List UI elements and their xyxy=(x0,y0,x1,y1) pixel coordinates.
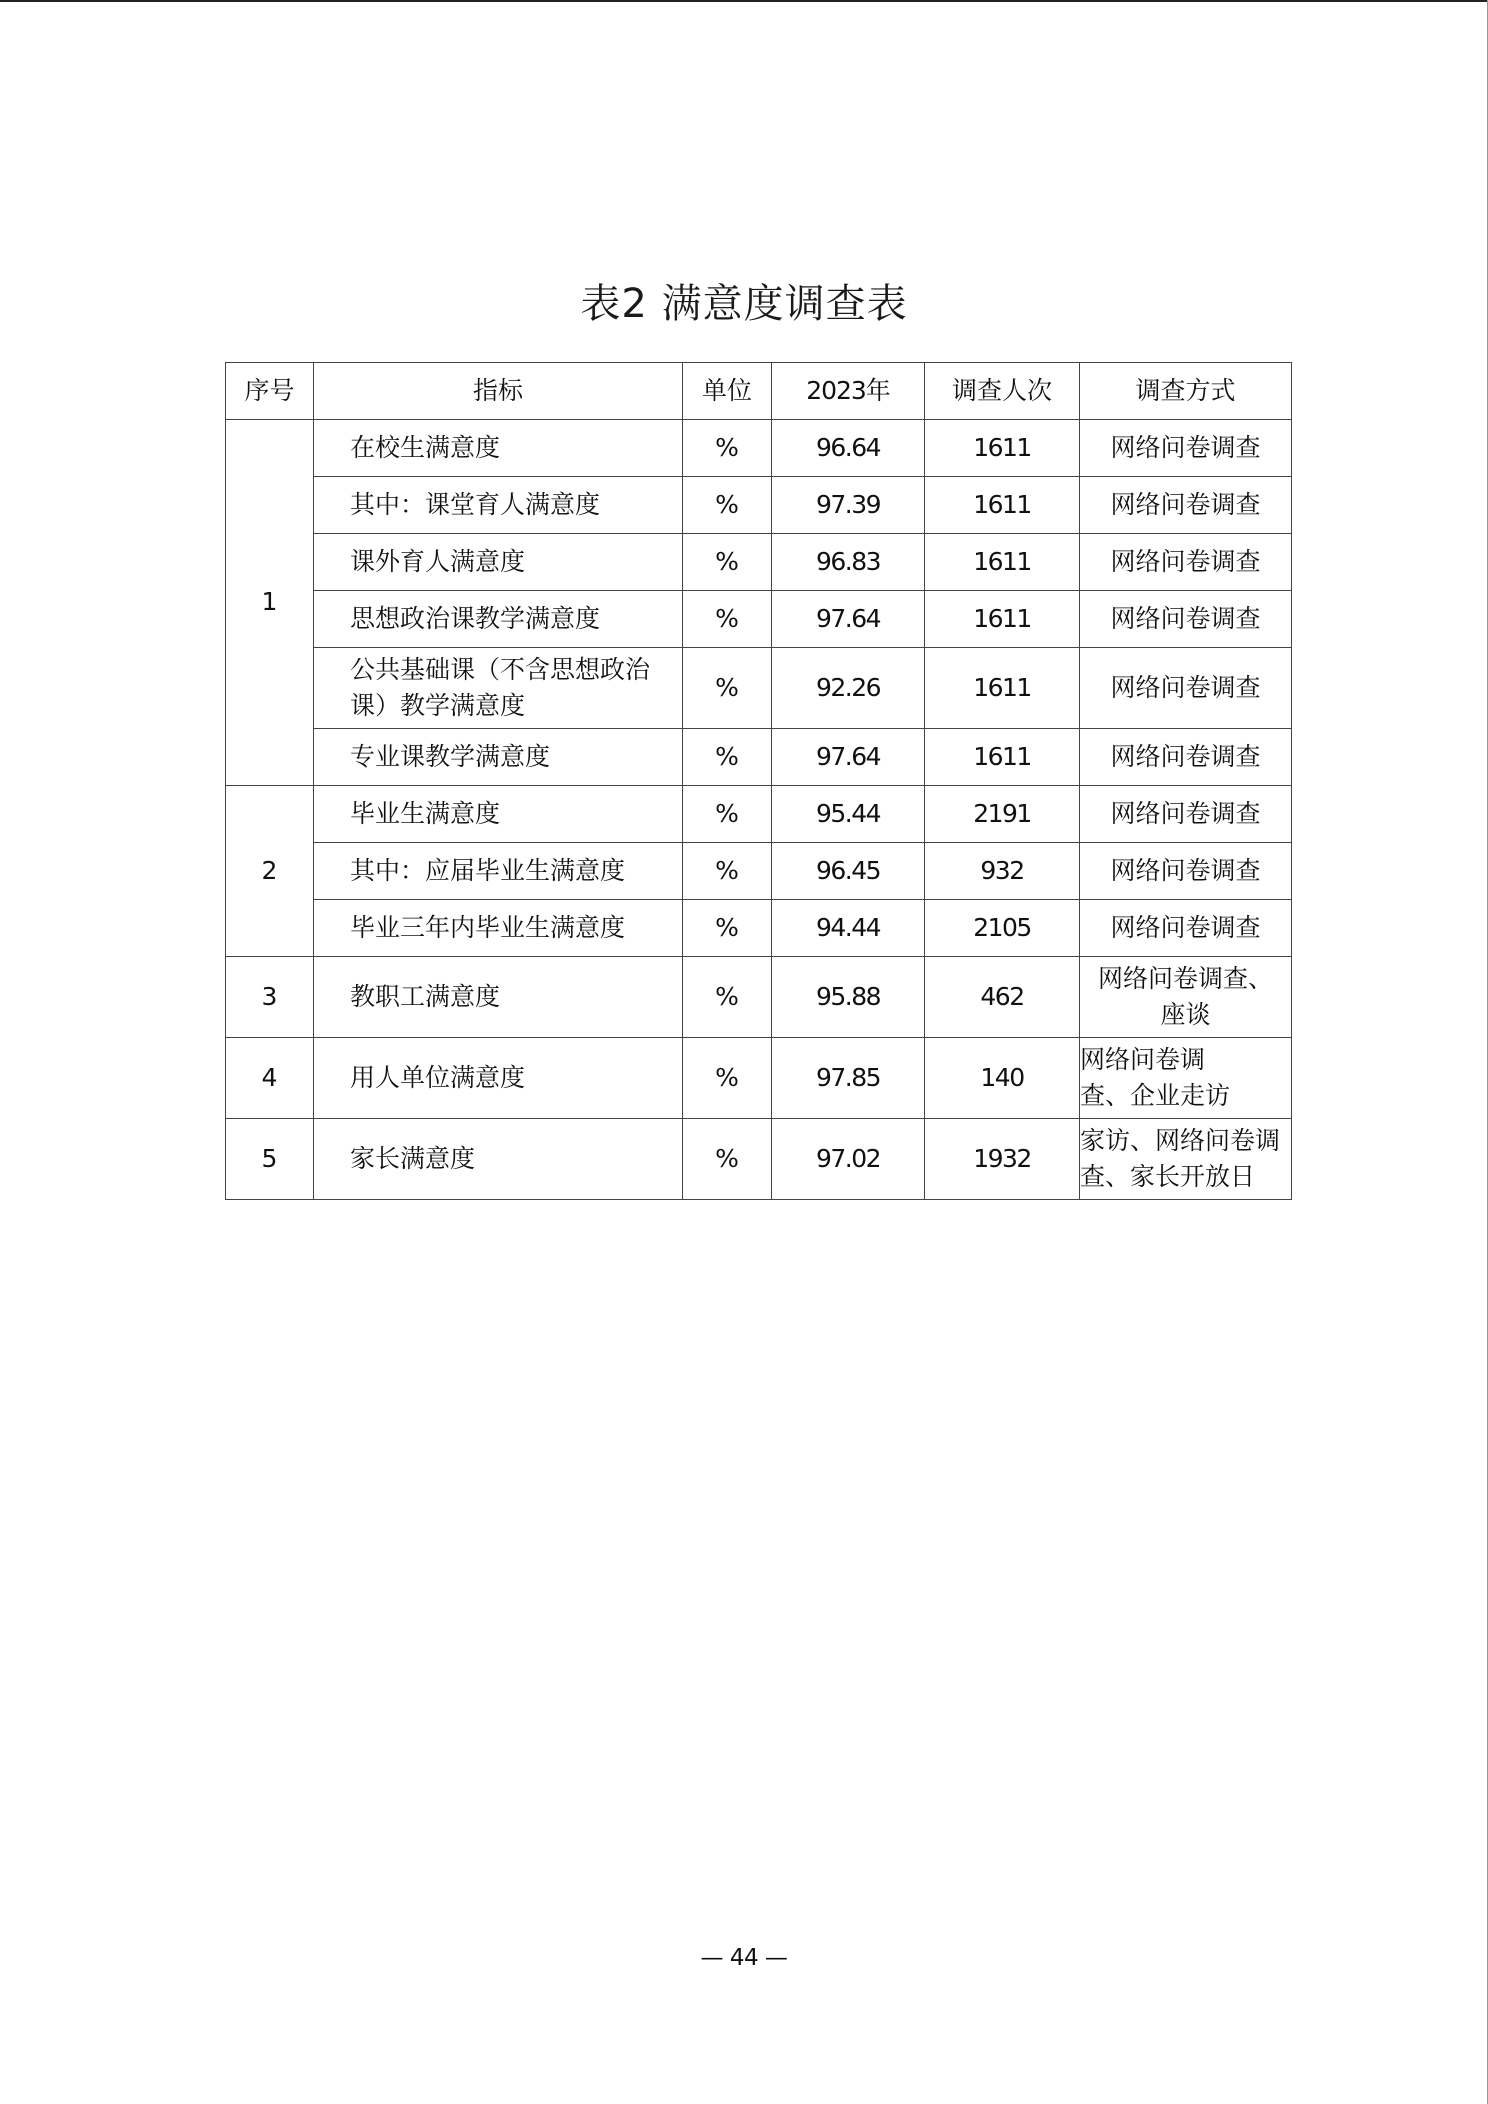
method-cell: 网络问卷调查 xyxy=(1080,843,1292,900)
unit-cell: % xyxy=(683,786,772,843)
unit-cell: % xyxy=(683,900,772,957)
count-cell: 2105 xyxy=(925,900,1080,957)
indicator-cell: 用人单位满意度 xyxy=(314,1038,683,1119)
value-cell: 95.44 xyxy=(772,786,925,843)
method-cell: 网络问卷调查、座谈 xyxy=(1080,957,1292,1038)
value-cell: 97.85 xyxy=(772,1038,925,1119)
table-row xyxy=(226,786,1292,843)
indicator-cell: 公共基础课（不含思想政治课）教学满意度 xyxy=(314,648,683,729)
indicator-cell: 其中：课堂育人满意度 xyxy=(314,477,683,534)
table-row xyxy=(226,477,1292,534)
method-cell: 网络问卷调查 xyxy=(1080,729,1292,786)
indicator-cell: 毕业三年内毕业生满意度 xyxy=(314,900,683,957)
indicator-cell: 其中：应届毕业生满意度 xyxy=(314,843,683,900)
unit-cell: % xyxy=(683,1038,772,1119)
value-cell: 95.88 xyxy=(772,957,925,1038)
value-cell: 94.44 xyxy=(772,900,925,957)
count-cell: 1611 xyxy=(925,420,1080,477)
value-cell: 97.64 xyxy=(772,729,925,786)
value-cell: 96.83 xyxy=(772,534,925,591)
method-cell: 家访、网络问卷调查、家长开放日 xyxy=(1080,1119,1292,1200)
method-cell: 网络问卷调查 xyxy=(1080,591,1292,648)
unit-cell: % xyxy=(683,843,772,900)
method-cell: 网络问卷调查 xyxy=(1080,420,1292,477)
table-header-row xyxy=(226,363,1292,420)
header-count: 调查人次 xyxy=(925,363,1080,420)
table-row xyxy=(226,1119,1292,1200)
count-cell: 1932 xyxy=(925,1119,1080,1200)
indicator-cell: 教职工满意度 xyxy=(314,957,683,1038)
value-cell: 97.02 xyxy=(772,1119,925,1200)
indicator-cell: 思想政治课教学满意度 xyxy=(314,591,683,648)
page-number: — 44 — xyxy=(700,1945,788,1971)
count-cell: 1611 xyxy=(925,729,1080,786)
method-cell: 网络问卷调查 xyxy=(1080,648,1292,729)
value-cell: 97.39 xyxy=(772,477,925,534)
value-cell: 97.64 xyxy=(772,591,925,648)
table-row xyxy=(226,648,1292,729)
indicator-cell: 毕业生满意度 xyxy=(314,786,683,843)
unit-cell: % xyxy=(683,477,772,534)
count-cell: 1611 xyxy=(925,591,1080,648)
unit-cell: % xyxy=(683,591,772,648)
count-cell: 2191 xyxy=(925,786,1080,843)
method-cell: 网络问卷调查 xyxy=(1080,534,1292,591)
header-unit: 单位 xyxy=(683,363,772,420)
table-row xyxy=(226,420,1292,477)
satisfaction-survey-table xyxy=(225,362,1292,1200)
seq-cell: 1 xyxy=(226,420,314,786)
table-row xyxy=(226,534,1292,591)
top-border-line xyxy=(0,0,1488,2)
value-cell: 96.64 xyxy=(772,420,925,477)
unit-cell: % xyxy=(683,1119,772,1200)
seq-cell: 5 xyxy=(226,1119,314,1200)
value-cell: 96.45 xyxy=(772,843,925,900)
table-row xyxy=(226,591,1292,648)
header-indicator: 指标 xyxy=(314,363,683,420)
header-seq: 序号 xyxy=(226,363,314,420)
method-cell: 网络问卷调查 xyxy=(1080,900,1292,957)
value-cell: 92.26 xyxy=(772,648,925,729)
unit-cell: % xyxy=(683,534,772,591)
seq-cell: 2 xyxy=(226,786,314,957)
count-cell: 140 xyxy=(925,1038,1080,1119)
count-cell: 462 xyxy=(925,957,1080,1038)
unit-cell: % xyxy=(683,648,772,729)
indicator-cell: 在校生满意度 xyxy=(314,420,683,477)
method-cell: 网络问卷调查、企业走访 xyxy=(1080,1038,1292,1119)
table-row xyxy=(226,843,1292,900)
indicator-cell: 专业课教学满意度 xyxy=(314,729,683,786)
table-row xyxy=(226,900,1292,957)
header-method: 调查方式 xyxy=(1080,363,1292,420)
method-cell: 网络问卷调查 xyxy=(1080,477,1292,534)
table-title: 表2 满意度调查表 xyxy=(580,281,908,327)
table-row xyxy=(226,1038,1292,1119)
count-cell: 1611 xyxy=(925,648,1080,729)
table-row xyxy=(226,957,1292,1038)
method-cell: 网络问卷调查 xyxy=(1080,786,1292,843)
unit-cell: % xyxy=(683,729,772,786)
unit-cell: % xyxy=(683,420,772,477)
indicator-cell: 课外育人满意度 xyxy=(314,534,683,591)
unit-cell: % xyxy=(683,957,772,1038)
table-row xyxy=(226,729,1292,786)
header-year: 2023年 xyxy=(772,363,925,420)
indicator-cell: 家长满意度 xyxy=(314,1119,683,1200)
seq-cell: 3 xyxy=(226,957,314,1038)
seq-cell: 4 xyxy=(226,1038,314,1119)
count-cell: 1611 xyxy=(925,477,1080,534)
count-cell: 1611 xyxy=(925,534,1080,591)
count-cell: 932 xyxy=(925,843,1080,900)
